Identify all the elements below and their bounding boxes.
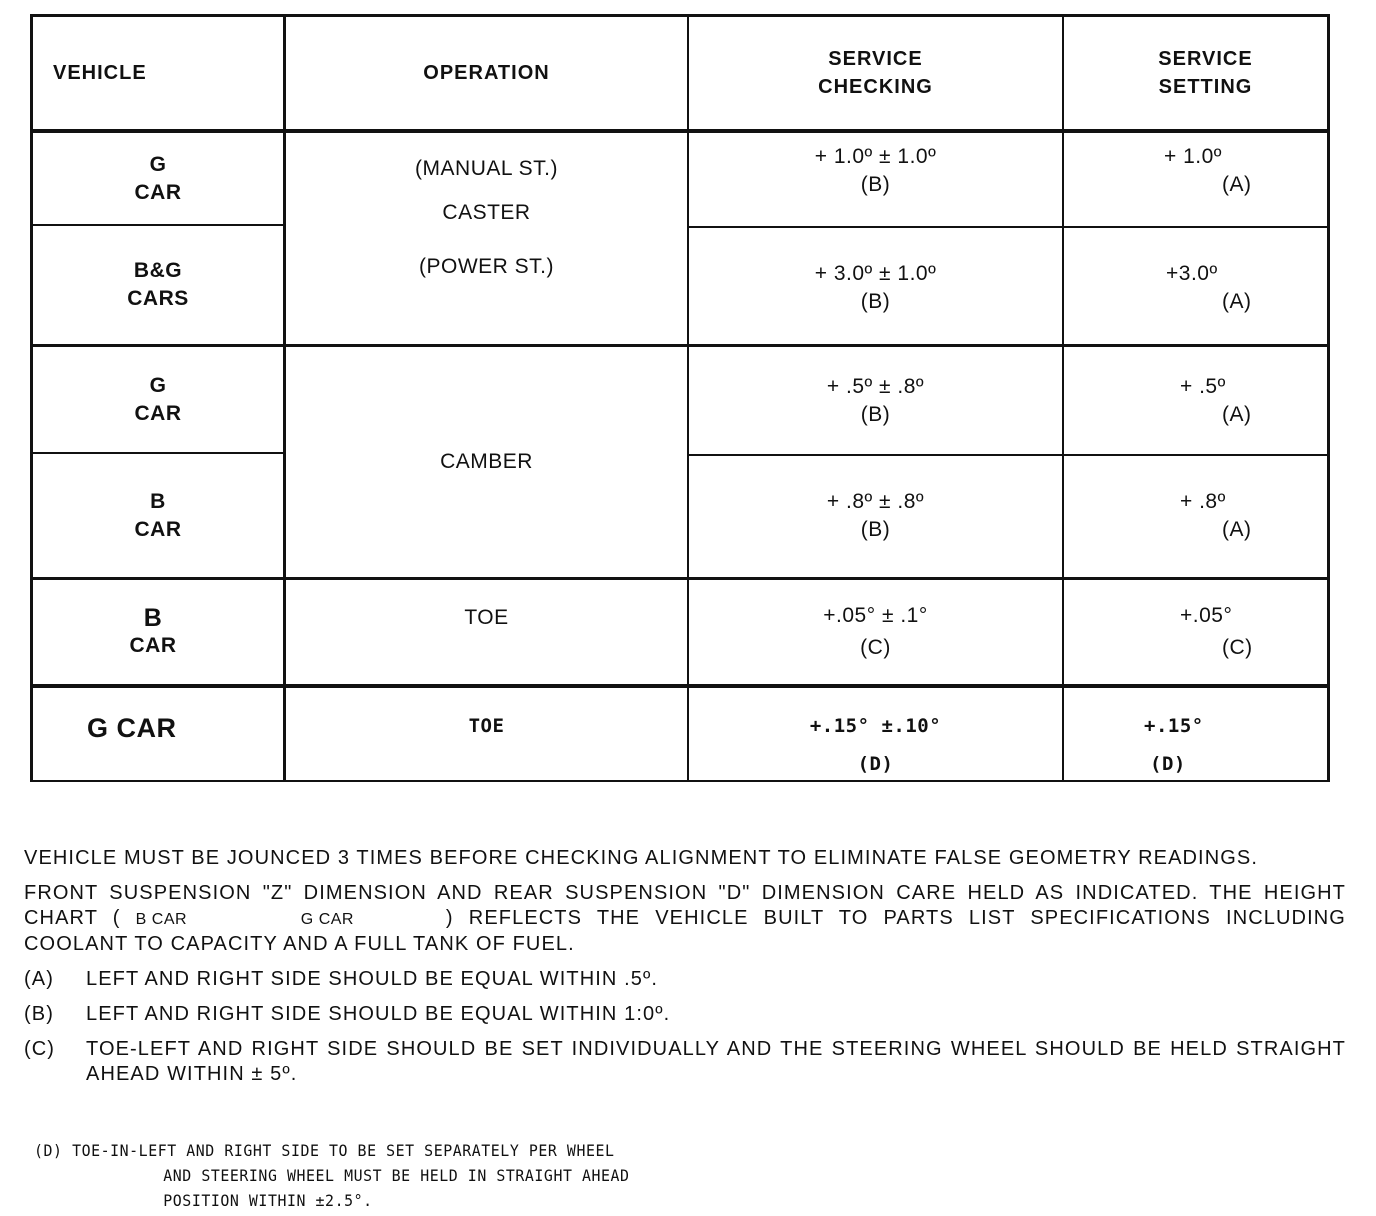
vehicle-cell: B CAR xyxy=(134,489,182,541)
note-b: (B) LEFT AND RIGHT SIDE SHOULD BE EQUAL WITHIN 1:0º. xyxy=(24,1003,671,1025)
table-border-bottom xyxy=(30,780,1330,782)
checking-cell: + 1.0º ± 1.0º (B) xyxy=(814,145,937,196)
setting-cell: +.15° (D) xyxy=(1144,715,1204,775)
checking-cell: +.05° ± .1° (C) xyxy=(823,604,928,659)
setting-cell: + .8º (A) xyxy=(1180,490,1252,541)
setting-cell: +.05° (C) xyxy=(1180,604,1253,659)
header-service-setting: SERVICE SETTING xyxy=(1158,48,1253,98)
header-operation: OPERATION xyxy=(423,62,550,84)
vehicle-cell: B CAR xyxy=(129,604,177,657)
checking-cell: +.15° ±.10° (D) xyxy=(809,715,942,775)
operation-camber-cell: CAMBER xyxy=(440,450,533,473)
height-chart-g-car: G CAR xyxy=(300,911,354,928)
setting-cell: + .5º (A) xyxy=(1180,375,1252,426)
alignment-notes xyxy=(24,846,1346,1097)
vehicle-cell: G CAR xyxy=(134,152,182,204)
vehicle-cell: G CAR xyxy=(87,713,177,743)
alignment-spec-table xyxy=(30,14,1330,782)
setting-cell: + 1.0º (A) xyxy=(1164,145,1252,196)
height-chart-note: FRONT SUSPENSION "Z" DIMENSION AND REAR SUSPENSION "D" DIMENSION CARE HELD AS INDICATED. THE HEIGHT CHART ( B CAR G CAR ) REFLECTS THE VEHICLE BUILT TO PARTS LIST SPECIFICATIONS INCLUDING COOLANT TO CAPACITY AND A FULL TANK OF FUEL. xyxy=(24,882,1346,955)
header-service-checking: SERVICE CHECKING xyxy=(818,48,933,98)
vehicle-cell: G CAR xyxy=(134,373,182,425)
checking-cell: + .5º ± .8º (B) xyxy=(826,375,925,426)
jounce-note: VEHICLE MUST BE JOUNCED 3 TIMES BEFORE CHECKING ALIGNMENT TO ELIMINATE FALSE GEOMETRY READINGS. xyxy=(24,847,1259,869)
note-c: (C) TOE-LEFT AND RIGHT SIDE SHOULD BE SET INDIVIDUALLY AND THE STEERING WHEEL SHOULD BE HELD STRAIGHT AHEAD WITHIN ± 5º. xyxy=(24,1038,1346,1085)
operation-toe-cell: TOE xyxy=(464,606,509,629)
checking-cell: + .8º ± .8º (B) xyxy=(826,490,925,541)
note-d: (D) TOE-IN-LEFT AND RIGHT SIDE TO BE SET SEPARATELY PER WHEEL AND STEERING WHEEL MUST BE HELD IN STRAIGHT AHEAD POSITION WITHIN ±2.5°. xyxy=(34,1141,630,1210)
checking-cell: + 3.0º ± 1.0º (B) xyxy=(814,262,937,313)
setting-cell: +3.0º (A) xyxy=(1166,262,1252,313)
operation-toe-cell: TOE xyxy=(468,715,505,737)
vehicle-cell: B&G CARS xyxy=(127,259,189,310)
height-chart-b-car: B CAR xyxy=(135,911,188,928)
operation-caster-cell: (MANUAL ST.) CASTER (POWER ST.) xyxy=(415,157,558,278)
header-vehicle: VEHICLE xyxy=(53,62,147,84)
note-a: (A) LEFT AND RIGHT SIDE SHOULD BE EQUAL WITHIN .5º. xyxy=(24,968,659,990)
